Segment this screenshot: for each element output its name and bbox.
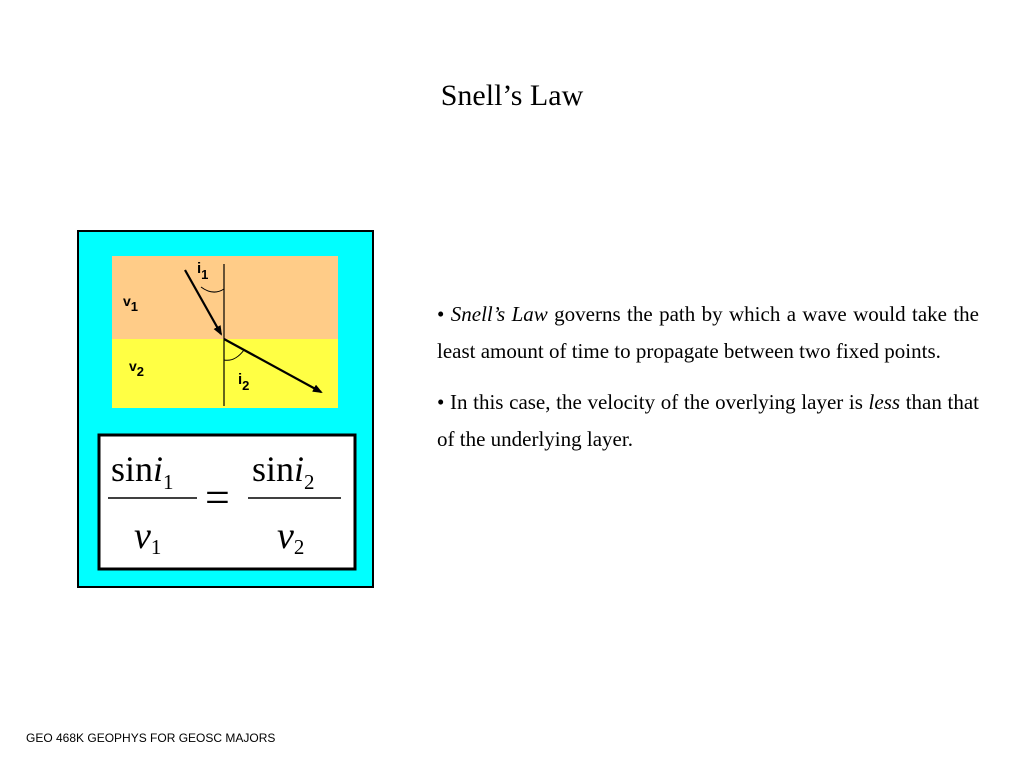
bullet-marker: •: [437, 390, 445, 414]
bullet-text: governs the path by which a wave would take the least amount of time to propagate between two fixed points.: [437, 302, 979, 363]
lower-layer: [112, 339, 338, 408]
formula-right-numerator: sini$_2$: [252, 449, 315, 494]
formula-equals: =: [205, 473, 230, 522]
snells-law-figure: [77, 230, 374, 588]
label-i2: i2: [238, 371, 250, 393]
bullet-list: [437, 296, 979, 472]
footer-course-label: GEO 468K GEOPHYS FOR GEOSC MAJORS: [26, 731, 276, 745]
bullet-item-snells-law: [437, 296, 979, 370]
label-i1: i1: [197, 260, 209, 282]
bullet-emphasis: less: [868, 390, 901, 414]
bullet-emphasis: Snell’s Law: [450, 302, 548, 326]
label-v1: v1: [123, 293, 139, 314]
formula-left-denominator: v1: [134, 515, 162, 559]
bullet-text: than that of the underlying layer.: [437, 390, 979, 451]
upper-layer: [112, 256, 338, 339]
bullet-item-velocity: [437, 384, 979, 458]
formula-right-denominator: v2: [277, 515, 305, 559]
slide-title: Snell’s Law: [440, 79, 584, 112]
label-v2: v2: [129, 358, 145, 379]
bullet-text: In this case, the velocity of the overlying layer is: [444, 390, 869, 414]
formula-left-numerator: sini$_1$: [111, 449, 174, 494]
bullet-marker: •: [437, 302, 445, 326]
